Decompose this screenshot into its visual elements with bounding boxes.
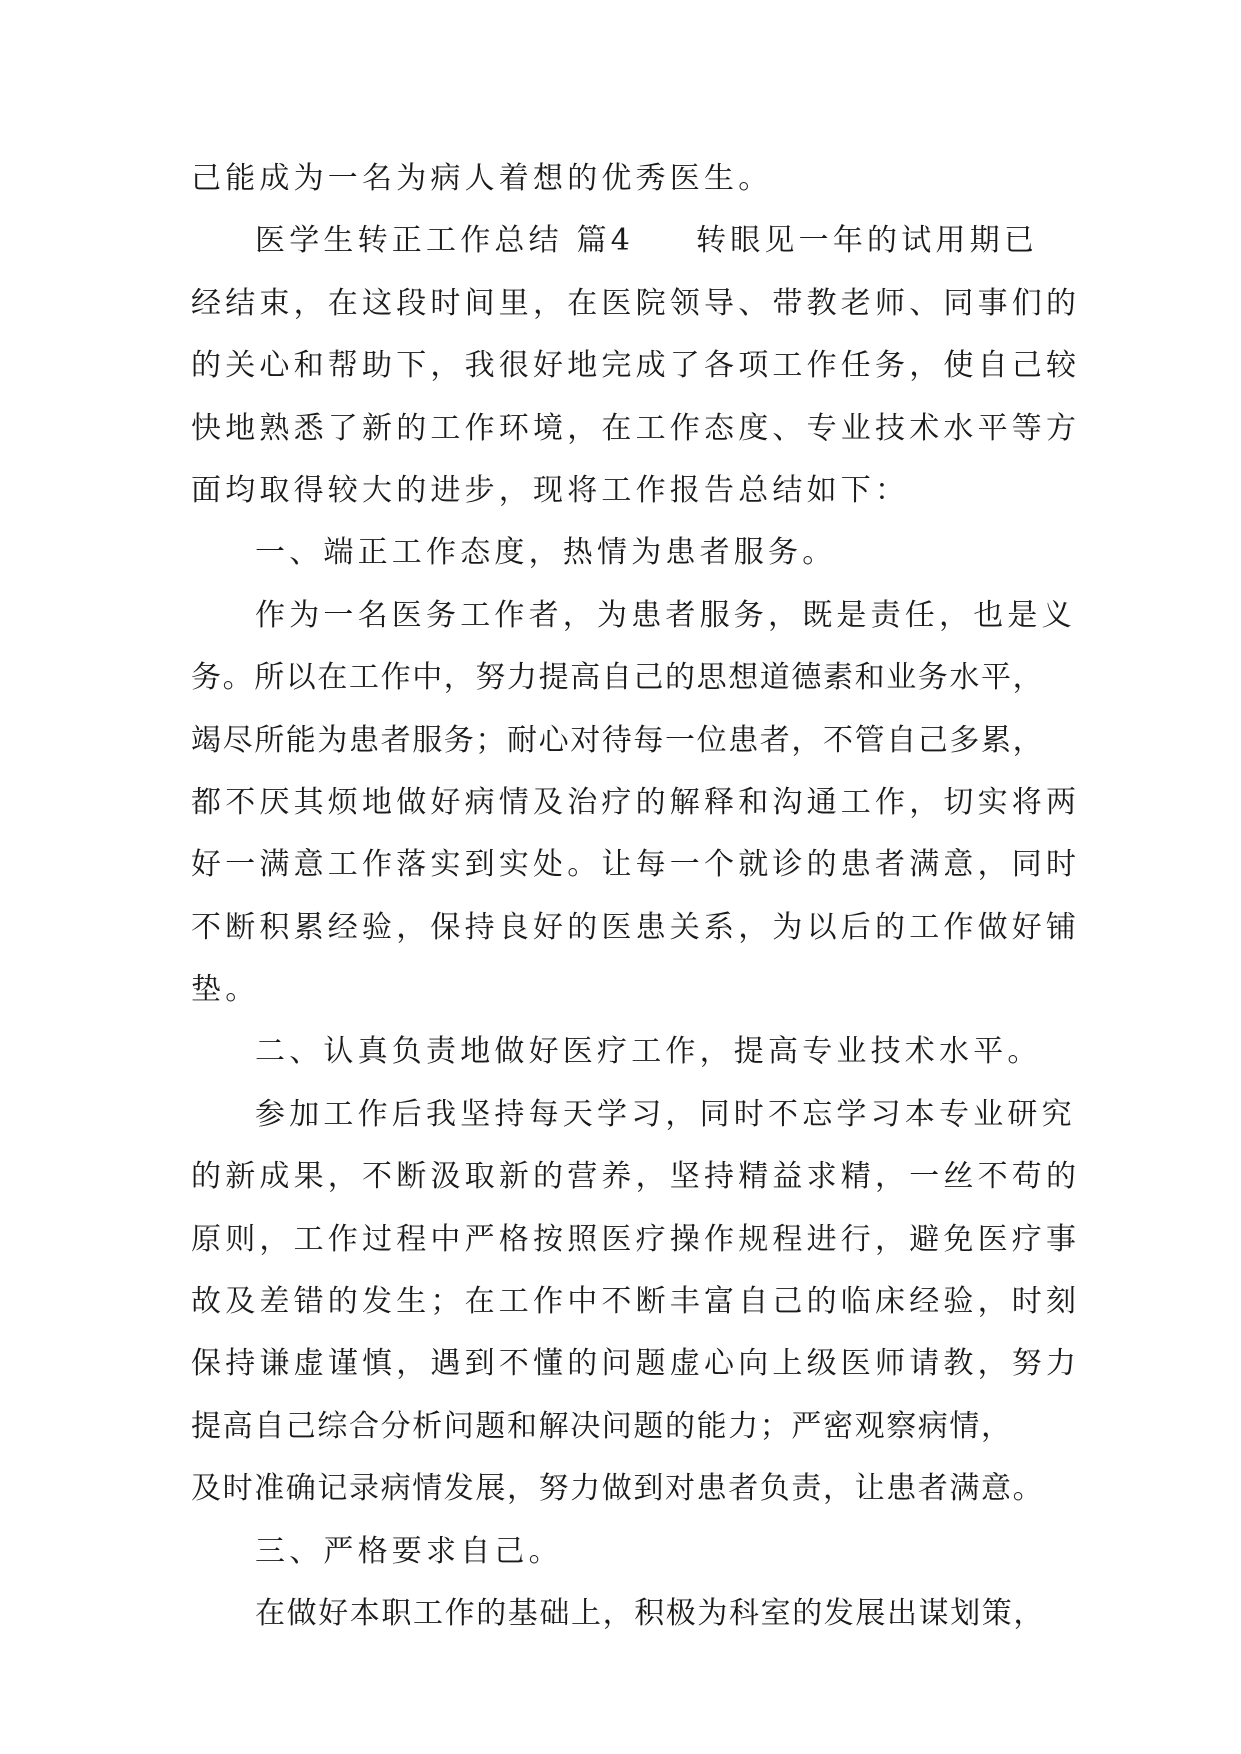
text-line: 不断积累经验，保持良好的医患关系，为以后的工作做好铺 <box>191 909 1081 945</box>
text-line: 经结束，在这段时间里，在医院领导、带教老师、同事们的 <box>191 285 1081 321</box>
section-title: 医学生转正工作总结 篇4 <box>255 223 635 259</box>
text-line: 己能成为一名为病人着想的优秀医生。 <box>191 161 773 196</box>
text-line: 的关心和帮助下，我很好地完成了各项工作任务，使自己较 <box>191 348 1081 384</box>
subheading-line: 一、端正工作态度，热情为患者服务。 <box>255 535 837 571</box>
text-line: 的新成果，不断汲取新的营养，坚持精益求精，一丝不苟的 <box>191 1159 1081 1195</box>
text-line: 提高自己综合分析问题和解决问题的能力；严密观察病情， <box>191 1408 1013 1444</box>
subheading-line: 二、认真负责地做好医疗工作，提高专业技术水平。 <box>255 1034 1042 1070</box>
text-line: 面均取得较大的进步，现将工作报告总结如下： <box>191 472 910 508</box>
text-line: 及时准确记录病情发展，努力做到对患者负责，让患者满意。 <box>191 1471 1045 1507</box>
text-line: 务。所以在工作中，努力提高自己的思想道德素和业务水平， <box>191 660 1045 696</box>
text-line: 好一满意工作落实到实处。让每一个就诊的患者满意，同时 <box>191 847 1081 883</box>
text-line: 参加工作后我坚持每天学习，同时不忘学习本专业研究 <box>255 1096 1076 1132</box>
subheading-line: 三、严格要求自己。 <box>255 1533 563 1569</box>
section-heading-line <box>191 210 1051 272</box>
text-line: 垫。 <box>191 972 260 1008</box>
text-line: 竭尽所能为患者服务；耐心对待每一位患者，不管自己多累， <box>191 722 1045 758</box>
text-line: 故及差错的发生；在工作中不断丰富自己的临床经验，时刻 <box>191 1284 1081 1320</box>
text-line: 转眼见一年的试用期已 <box>696 223 1039 259</box>
text-line: 作为一名医务工作者，为患者服务，既是责任，也是义 <box>255 597 1076 633</box>
text-line: 在做好本职工作的基础上，积极为科室的发展出谋划策， <box>255 1595 1045 1631</box>
text-line: 都不厌其烦地做好病情及治疗的解释和沟通工作，切实将两 <box>191 784 1081 820</box>
text-line: 原则，工作过程中严格按照医疗操作规程进行，避免医疗事 <box>191 1221 1081 1257</box>
text-line: 快地熟悉了新的工作环境，在工作态度、专业技术水平等方 <box>191 410 1081 446</box>
document-body <box>191 148 1081 1645</box>
text-line: 保持谦虚谨慎，遇到不懂的问题虚心向上级医师请教，努力 <box>191 1346 1081 1382</box>
